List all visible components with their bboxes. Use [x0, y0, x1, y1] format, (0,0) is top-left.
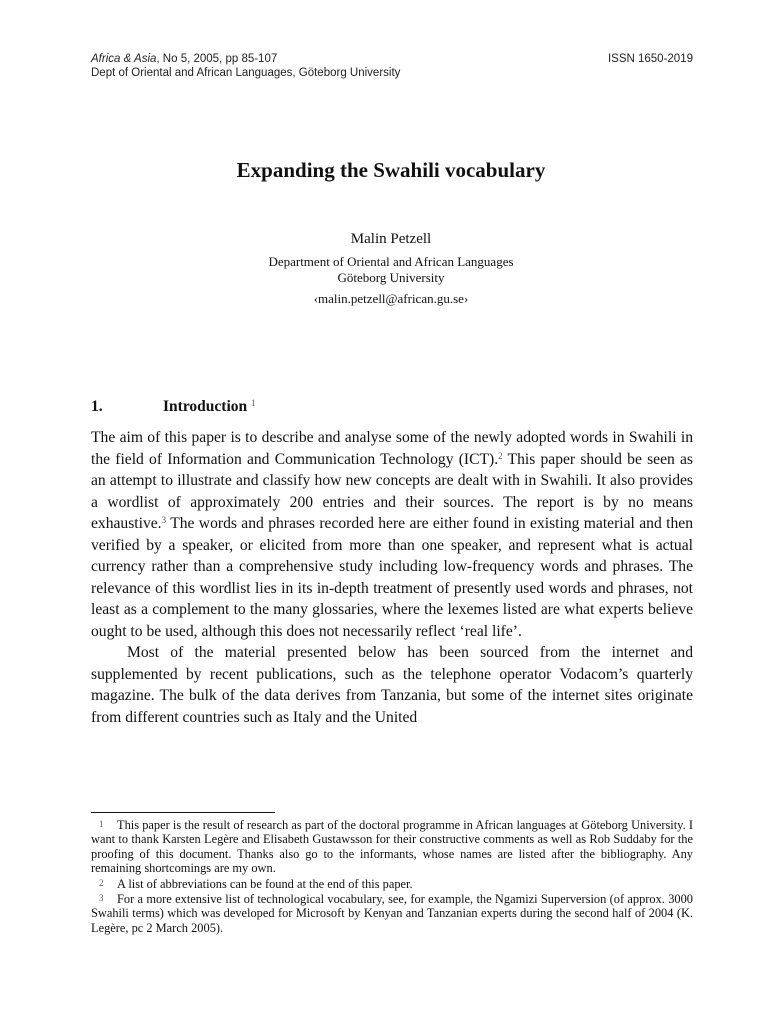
paragraph-text: This paper should be seen as an attempt to illustrate and classify how new concepts are dealt with in Swahili. It also provides a wordlist of approximately 200 entries and their sources. The report is by no means exhaustive. [91, 450, 693, 532]
author-email[interactable]: ‹malin.petzell@african.gu.se› [313, 291, 469, 306]
footnote-ref[interactable]: 2 [498, 450, 503, 461]
paragraph [91, 427, 693, 642]
issn: ISSN 1650-2019 [607, 53, 693, 65]
footnotes [91, 817, 693, 935]
author-name: Malin Petzell [350, 231, 432, 247]
section-heading [91, 397, 256, 417]
footnote-separator [91, 812, 275, 813]
footnote-ref[interactable]: 1 [251, 398, 256, 408]
section-title: Introduction [163, 398, 248, 415]
footnote-text: For a more extensive list of technological vocabulary, see, for example, the Ngamizi Superversion (of approx. 3000 Swahili terms) which was developed for Microsoft by Kenyan and Tanzanian experts during the second half of 2004 (K. Legère, pc 2 March 2005). [91, 892, 693, 935]
footnote-text: This paper is the result of research as part of the doctoral programme in African languages at Göteborg University. I want to thank Karsten Legère and Elisabeth Gustawsson for their constructive comments as well as Rob Suddaby for the proofing of this document. Thanks also go to the informants, whose names are listed after the bibliography. Any remaining shortcomings are my own. [91, 818, 693, 876]
paragraph-text: The aim of this paper is to describe and analyse some of the newly adopted words in Swahili in the field of Information and Communication Technology (ICT). [91, 429, 693, 468]
running-head [91, 52, 693, 80]
paper-title: Expanding the Swahili vocabulary [236, 158, 546, 182]
journal-citation [91, 52, 277, 66]
author-affiliation-department: Department of Oriental and African Languages [268, 254, 514, 269]
footnote-mark: 2 [99, 877, 104, 888]
department-line: Dept of Oriental and African Languages, Göteborg University [91, 67, 401, 79]
author-affiliation-university: Göteborg University [337, 270, 445, 285]
body-text [91, 427, 693, 728]
section-number: 1. [91, 398, 103, 415]
footnote-mark: 3 [99, 893, 104, 904]
citation-details: , No 5, 2005, pp 85-107 [156, 53, 278, 65]
footnote [91, 817, 693, 876]
byline [0, 229, 768, 307]
journal-name: Africa & Asia [91, 53, 157, 65]
paragraph: Most of the material presented below has been sourced from the internet and supplemented by recent publications, such as the telephone operator Vodacom’s quarterly magazine. The bulk of the data derives from Tanzania, but some of the internet sites originate from different countries such as Italy and the United [91, 644, 693, 726]
footnote [91, 876, 693, 891]
footnote-text: A list of abbreviations can be found at the end of this paper. [117, 876, 413, 891]
footnote-ref[interactable]: 3 [161, 515, 167, 525]
paragraph-text: The words and phrases recorded here are either found in existing material and then verified by a speaker, or elicited from more than one speaker, and represent what is actual currency rather than a comprehensive study including low-frequency words and phrases. The relevance of this wordlist lies in its in-depth treatment of presently used words and phrases, not least as a complement to the many glossaries, where the lexemes listed are what experts believe ought to be used, although this does not necessarily reflect ‘real life’. [91, 515, 693, 640]
footnote-mark: 1 [99, 819, 104, 829]
footnote [91, 891, 693, 935]
